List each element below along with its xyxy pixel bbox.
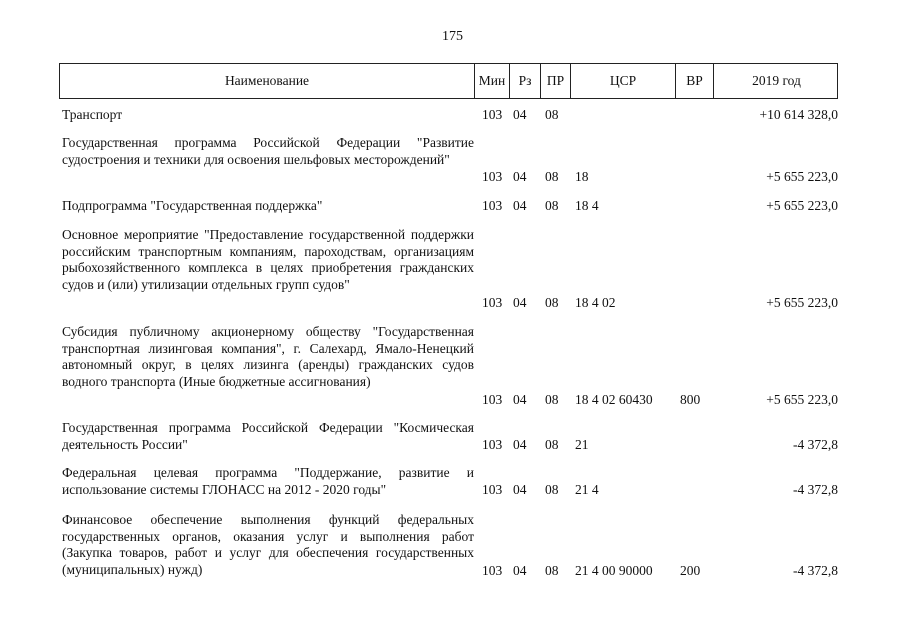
row-amount: -4 372,8 (793, 482, 838, 497)
row-min: 103 (482, 295, 503, 310)
row-min: 103 (482, 392, 503, 407)
row-name: Федеральная целевая программа "Поддержание, развитие и использование системы ГЛОНАСС на 2012 - 2020 годы" (62, 465, 474, 497)
row-rz: 04 (513, 107, 527, 122)
column-header-pr: ПР (541, 64, 571, 98)
row-name: Основное мероприятие "Предоставление государственной поддержки российским транспортным компаниям, пароходствам, организациям рыбохозяйственного комплекса в целях приобретения гражданских судов и (или) утилизации отдельных групп судов" (62, 227, 474, 292)
row-amount: -4 372,8 (793, 563, 838, 578)
column-header-min: Мин (475, 64, 510, 98)
row-csr: 18 4 02 (575, 295, 616, 310)
row-pr: 08 (545, 169, 559, 184)
row-pr: 08 (545, 392, 559, 407)
row-min: 103 (482, 482, 503, 497)
row-amount: +5 655 223,0 (766, 198, 838, 213)
page-number: 175 (442, 29, 463, 44)
row-pr: 08 (545, 437, 559, 452)
row-min: 103 (482, 198, 503, 213)
row-name: Государственная программа Российской Федерации "Развитие судостроения и техники для освоения шельфовых месторождений" (62, 135, 474, 167)
row-min: 103 (482, 563, 503, 578)
column-header-vr: ВР (676, 64, 714, 98)
row-rz: 04 (513, 295, 527, 310)
row-name: Подпрограмма "Государственная поддержка" (62, 198, 323, 213)
row-pr: 08 (545, 295, 559, 310)
row-amount: -4 372,8 (793, 437, 838, 452)
row-name: Транспорт (62, 107, 123, 122)
row-pr: 08 (545, 482, 559, 497)
row-rz: 04 (513, 437, 527, 452)
column-header-year: 2019 год (752, 73, 801, 88)
row-csr: 21 4 00 90000 (575, 563, 653, 578)
row-min: 103 (482, 437, 503, 452)
row-csr: 21 4 (575, 482, 599, 497)
row-amount: +5 655 223,0 (766, 295, 838, 310)
row-rz: 04 (513, 563, 527, 578)
row-rz: 04 (513, 392, 527, 407)
column-header-rz: Рз (510, 64, 541, 98)
row-pr: 08 (545, 563, 559, 578)
table-header (59, 63, 838, 99)
row-amount: +10 614 328,0 (759, 107, 838, 122)
row-rz: 04 (513, 169, 527, 184)
row-name: Государственная программа Российской Федерации "Космическая деятельность России" (62, 420, 474, 452)
row-amount: +5 655 223,0 (766, 169, 838, 184)
column-header-name: Наименование (60, 64, 475, 98)
row-amount: +5 655 223,0 (766, 392, 838, 407)
row-rz: 04 (513, 198, 527, 213)
row-rz: 04 (513, 482, 527, 497)
row-pr: 08 (545, 198, 559, 213)
row-vr: 200 (680, 563, 701, 578)
column-header-csr: ЦСР (571, 64, 676, 98)
row-pr: 08 (545, 107, 559, 122)
row-csr: 18 4 (575, 198, 599, 213)
row-min: 103 (482, 169, 503, 184)
row-csr: 21 (575, 437, 589, 452)
row-min: 103 (482, 107, 503, 122)
row-name: Субсидия публичному акционерному обществу "Государственная транспортная лизинговая компания", г. Салехард, Ямало-Ненецкий автономный округ, в целях лизинга (аренды) гражданских судов водного транспорта (Иные бюджетные ассигнования) (62, 324, 474, 389)
row-vr: 800 (680, 392, 701, 407)
row-name: Финансовое обеспечение выполнения функций федеральных государственных органов, оказания услуг и выполнения работ (Закупка товаров, работ и услуг для обеспечения государственных (муниципальных) нужд) (62, 512, 474, 577)
row-csr: 18 4 02 60430 (575, 392, 653, 407)
row-csr: 18 (575, 169, 589, 184)
